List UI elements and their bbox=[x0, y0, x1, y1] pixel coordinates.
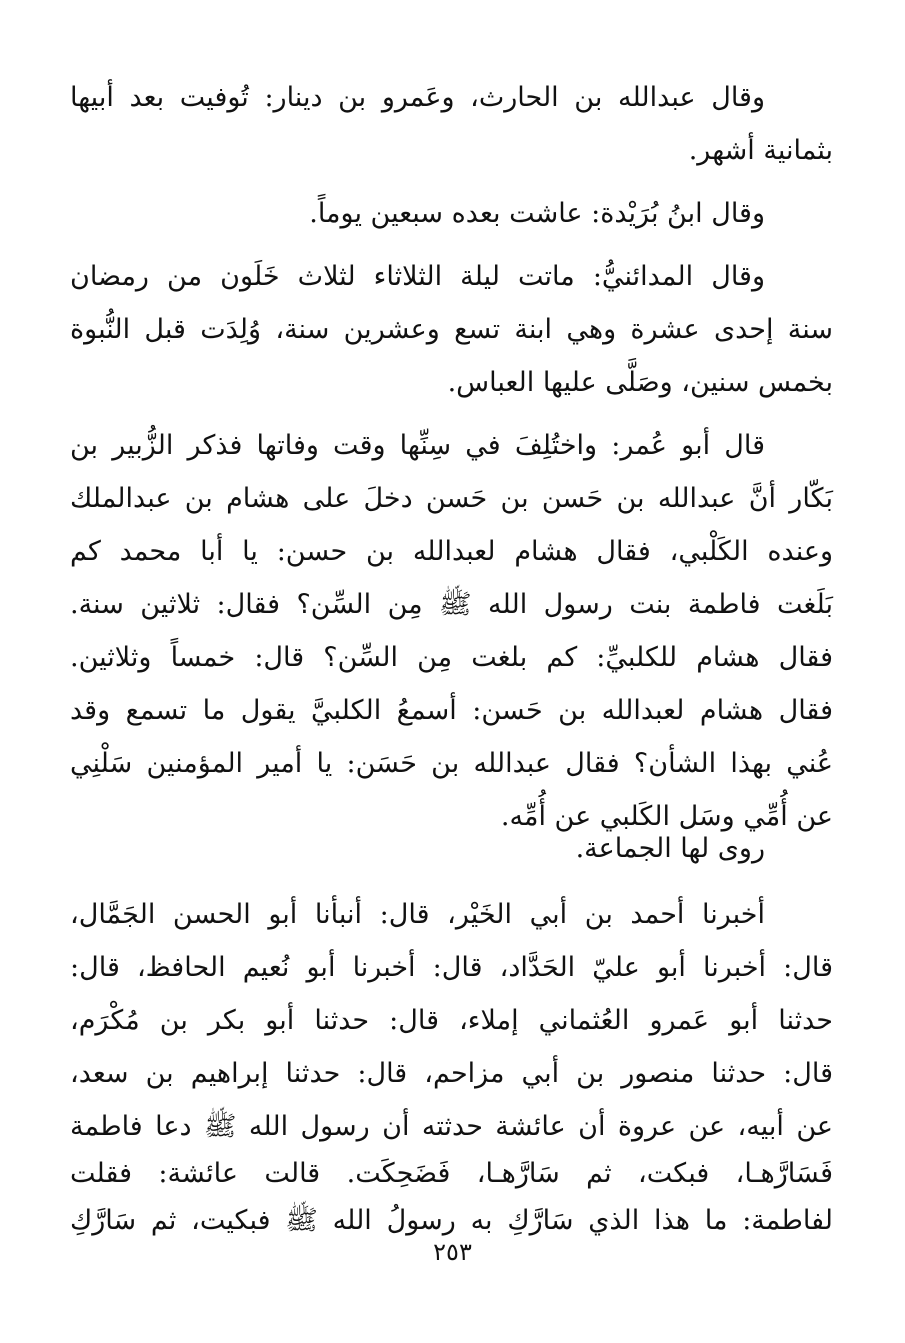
text-line: بَكّار أنَّ عبدالله بن حَسن بن حَسن دخلَ على هشام بن عبدالملك bbox=[70, 483, 833, 514]
text-line: وعنده الكَلْبي، فقال هشام لعبدالله بن حسن: يا أبا محمد كم bbox=[70, 536, 833, 567]
text-line: بَلَغت فاطمة بنت رسول الله ﷺ مِن السِّن؟ فقال: ثلاثين سنة. bbox=[70, 589, 833, 620]
text-line: فقال هشام لعبدالله بن حَسن: أسمعُ الكلبيَّ يقول ما تسمع وقد bbox=[70, 695, 833, 726]
text-line: وقال عبدالله بن الحارث، وعَمرو بن دينار: تُوفيت بعد أبيها bbox=[70, 82, 765, 113]
page-number: ٢٥٣ bbox=[433, 1238, 472, 1266]
text-line: بثمانية أشهر. bbox=[688, 135, 833, 166]
text-line: قال أبو عُمر: واختُلِفَ في سِنِّها وقت وفاتها فذكر الزُّبير بن bbox=[70, 430, 765, 461]
text-line: عُني بهذا الشأن؟ فقال عبدالله بن حَسَن: يا أمير المؤمنين سَلْنِي bbox=[70, 748, 833, 779]
text-line: أخبرنا أحمد بن أبي الخَيْر، قال: أنبأنا أبو الحسن الجَمَّال، bbox=[70, 899, 765, 930]
text-line: سنة إحدى عشرة وهي ابنة تسع وعشرين سنة، وُلِدَت قبل النُّبوة bbox=[70, 314, 833, 345]
text-line: عن أبيه، عن عروة أن عائشة حدثته أن رسول الله ﷺ دعا فاطمة bbox=[70, 1111, 833, 1142]
text-line: حدثنا أبو عَمرو العُثماني إملاء، قال: حدثنا أبو بكر بن مُكْرَم، bbox=[70, 1005, 833, 1036]
text-line: قال: حدثنا منصور بن أبي مزاحم، قال: حدثنا إبراهيم بن سعد، bbox=[70, 1058, 833, 1089]
text-line: وقال المدائنيُّ: ماتت ليلة الثلاثاء لثلاث خَلَون من رمضان bbox=[70, 261, 765, 292]
text-line: بخمس سنين، وصَلَّى عليها العباس. bbox=[447, 367, 833, 398]
text-line: فَسَارَّهـا، فبكت، ثم سَارَّهـا، فَضَحِكَت. قالت عائشة: فقلت bbox=[70, 1158, 833, 1189]
text-line: وقال ابنُ بُرَيْدة: عاشت بعده سبعين يوماً. bbox=[309, 198, 765, 229]
text-line: فقال هشام للكلبيِّ: كم بلغت مِن السِّن؟ قال: خمساً وثلاثين. bbox=[70, 642, 833, 673]
text-line: قال: أخبرنا أبو عليّ الحَدَّاد، قال: أخبرنا أبو نُعيم الحافظ، قال: bbox=[70, 952, 833, 983]
text-line: روى لها الجماعة. bbox=[575, 833, 765, 864]
text-line: عن أُمِّي وسَل الكَلبي عن أُمِّه. bbox=[500, 801, 833, 832]
text-line: لفاطمة: ما هذا الذي سَارَّكِ به رسولُ الله ﷺ فبكيت، ثم سَارَّكِ bbox=[70, 1205, 833, 1236]
